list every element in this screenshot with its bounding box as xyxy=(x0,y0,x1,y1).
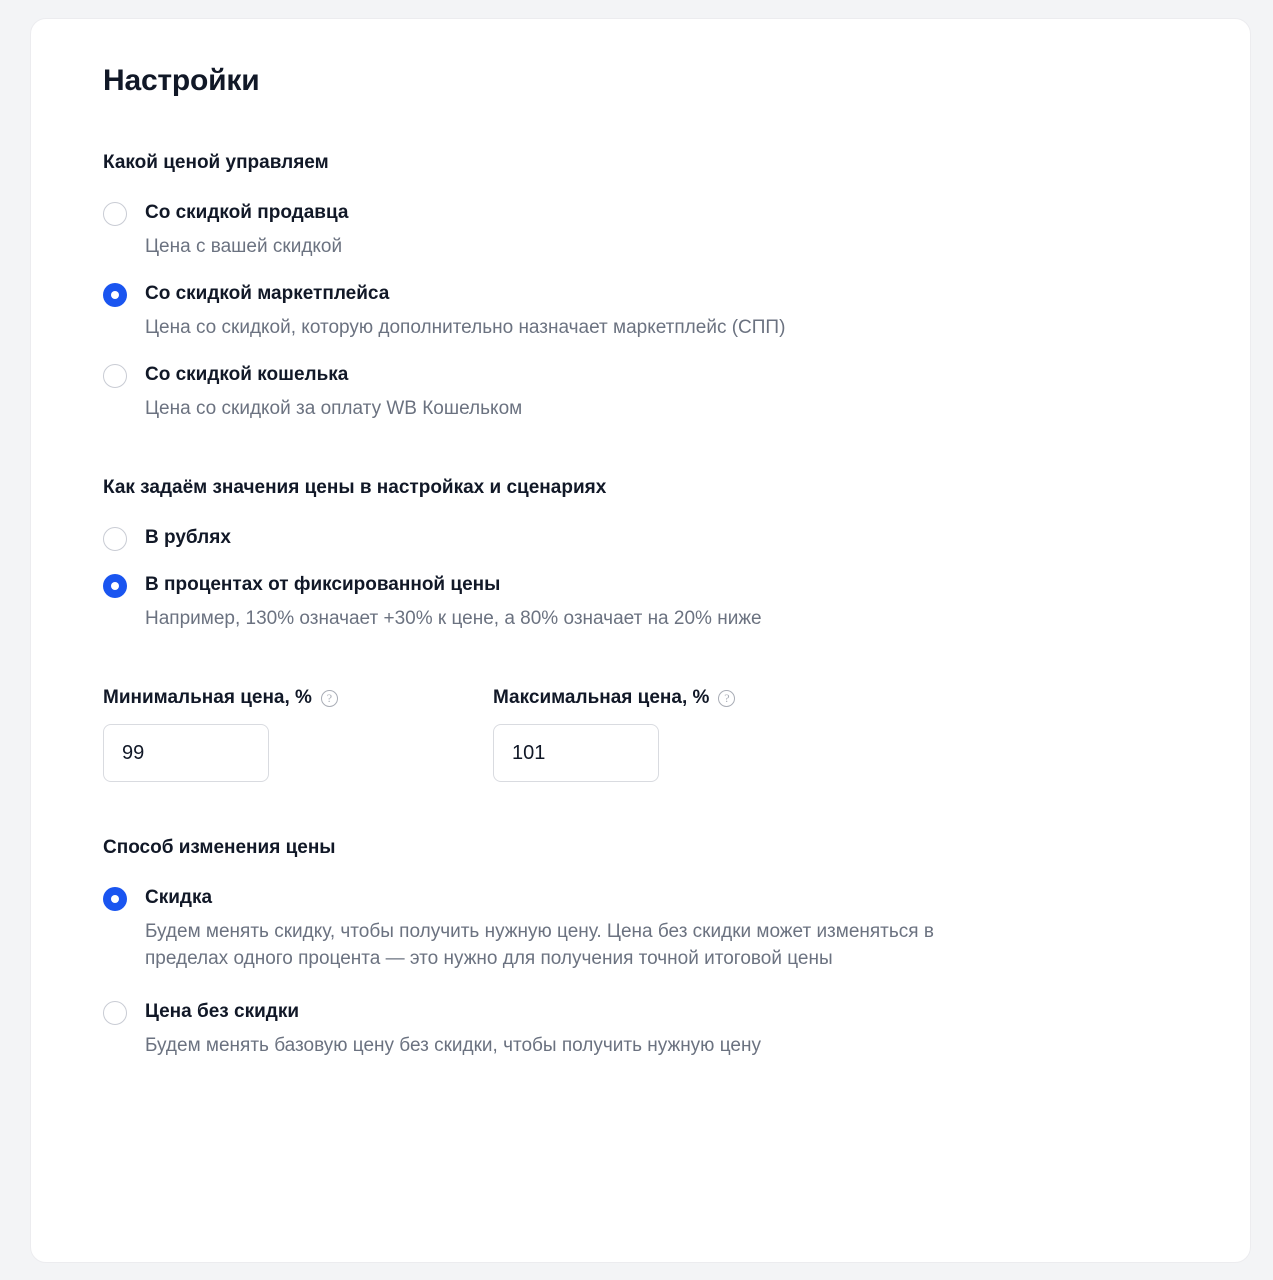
section-title: Способ изменения цены xyxy=(103,837,336,858)
field-min-price xyxy=(103,686,433,782)
radio-label: В рублях xyxy=(145,527,231,548)
help-circle-icon[interactable]: ? xyxy=(718,690,735,707)
radio-description: Цена со скидкой за оплату WB Кошельком xyxy=(145,398,523,419)
radio-icon-selected[interactable] xyxy=(103,574,127,598)
radio-description: Будем менять базовую цену без скидки, чтобы получить нужную цену xyxy=(145,1035,761,1056)
min-price-input[interactable] xyxy=(103,724,269,782)
field-label: Максимальная цена, % xyxy=(493,687,710,708)
help-circle-icon[interactable]: ? xyxy=(321,690,338,707)
radio-option-rubles[interactable] xyxy=(103,526,1143,551)
radio-label: Со скидкой кошелька xyxy=(145,364,349,385)
section-change-method xyxy=(103,836,1143,1059)
section-title: Как задаём значения цены в настройках и сценариях xyxy=(103,477,607,498)
radio-icon[interactable] xyxy=(103,364,127,388)
spacer xyxy=(103,782,1143,836)
radio-icon[interactable] xyxy=(103,527,127,551)
radio-option-percent[interactable] xyxy=(103,573,1143,632)
radio-option-base-price[interactable] xyxy=(103,1000,1143,1059)
radio-description: Цена с вашей скидкой xyxy=(145,236,343,257)
radio-icon[interactable] xyxy=(103,202,127,226)
radio-label: В процентах от фиксированной цены xyxy=(145,574,501,595)
section-value-mode xyxy=(103,476,1143,632)
page-title: Настройки xyxy=(103,64,260,97)
radio-group-change-method xyxy=(103,886,1143,1059)
spacer xyxy=(103,422,1143,476)
spacer xyxy=(103,632,1143,676)
radio-icon-selected[interactable] xyxy=(103,887,127,911)
radio-description: Например, 130% означает +30% к цене, а 80% означает на 20% ниже xyxy=(145,608,762,629)
radio-label: Со скидкой продавца xyxy=(145,202,349,223)
section-title: Какой ценой управляем xyxy=(103,152,329,173)
field-label: Минимальная цена, % xyxy=(103,687,312,708)
radio-label: Скидка xyxy=(145,887,213,908)
settings-card xyxy=(30,18,1251,1263)
radio-description: Будем менять скидку, чтобы получить нужную цену. Цена без скидки может изменяться в пределах одного процента — это нужно для получения точной итоговой цены xyxy=(145,921,934,969)
radio-icon-selected[interactable] xyxy=(103,283,127,307)
price-limit-fields xyxy=(103,686,1143,782)
section-price-type xyxy=(103,151,1143,422)
radio-option-discount[interactable] xyxy=(103,886,1143,972)
radio-option-seller-discount[interactable] xyxy=(103,201,1143,260)
radio-group-price-type xyxy=(103,201,1143,422)
radio-option-wallet-discount[interactable] xyxy=(103,363,1143,422)
max-price-input[interactable] xyxy=(493,724,659,782)
radio-description: Цена со скидкой, которую дополнительно назначает маркетплейс (СПП) xyxy=(145,317,786,338)
radio-option-marketplace-discount[interactable] xyxy=(103,282,1143,341)
field-max-price xyxy=(493,686,823,782)
radio-icon[interactable] xyxy=(103,1001,127,1025)
radio-label: Со скидкой маркетплейса xyxy=(145,283,390,304)
radio-group-value-mode xyxy=(103,526,1143,632)
radio-label: Цена без скидки xyxy=(145,1001,300,1022)
